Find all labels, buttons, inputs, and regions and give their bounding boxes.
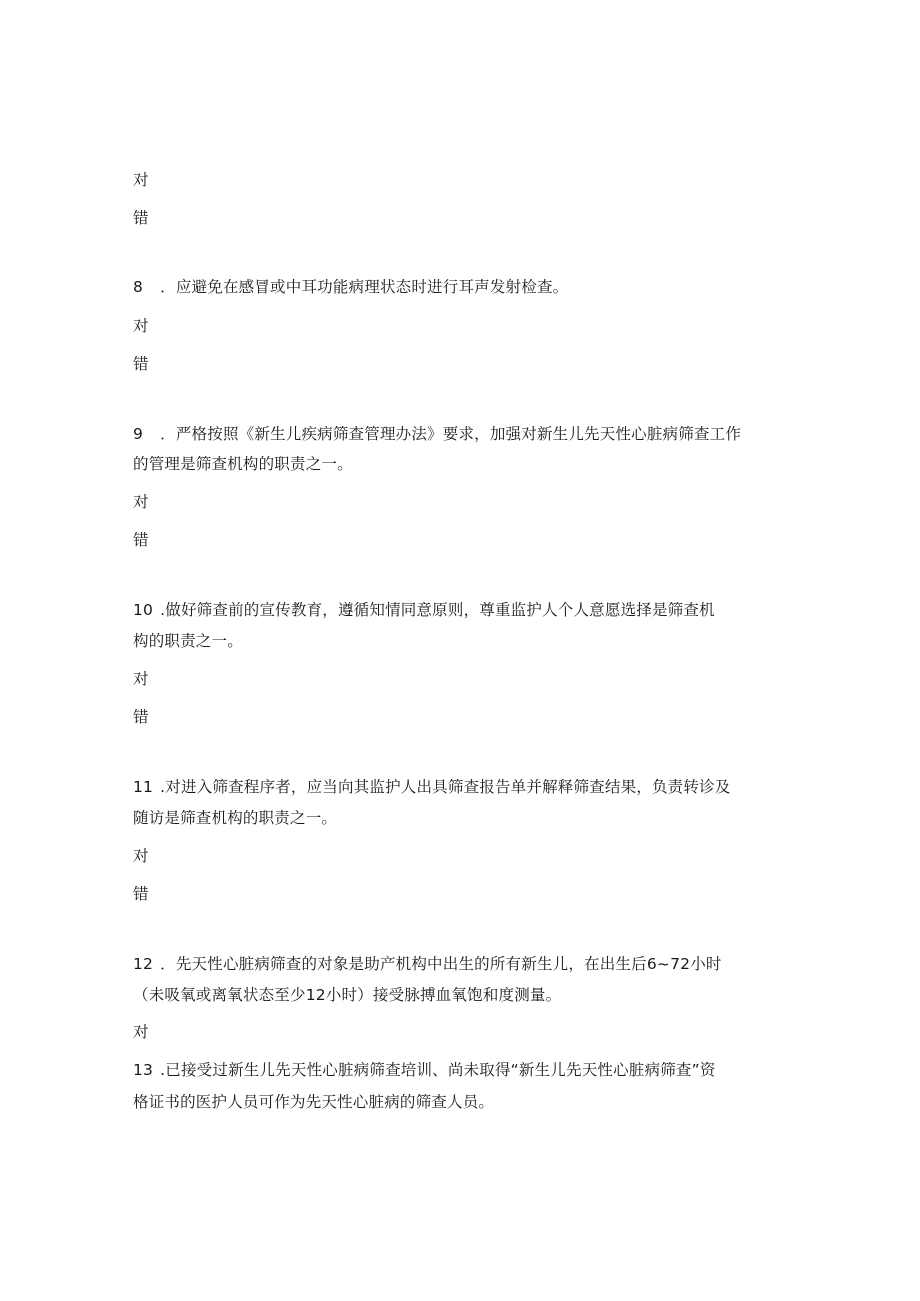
question-number: 9 <box>133 425 144 443</box>
option-true[interactable]: 对 <box>133 317 149 335</box>
question-8 <box>133 277 568 297</box>
option-true[interactable]: 对 <box>133 1023 149 1041</box>
question-13 <box>133 1060 716 1080</box>
option-false[interactable]: 错 <box>133 355 149 373</box>
option-false[interactable]: 错 <box>133 885 149 903</box>
question-12 <box>133 954 722 974</box>
question-text-continued: 构的职责之一。 <box>133 632 243 650</box>
question-text: ．严格按照《新生儿疾病筛查管理办法》要求，加强对新生儿先天性心脏病筛查工作 <box>160 425 742 443</box>
question-9 <box>133 424 741 444</box>
question-text: .做好筛查前的宣传教育，遵循知情同意原则，尊重监护人个人意愿选择是筛查机 <box>160 601 715 619</box>
option-false[interactable]: 错 <box>133 708 149 726</box>
question-number: 13 <box>133 1061 154 1079</box>
question-text-continued: （未吸氧或离氧状态至少12小时）接受脉搏血氧饱和度测量。 <box>133 986 562 1004</box>
question-number: 12 <box>133 955 154 973</box>
question-text: .对进入筛查程序者，应当向其监护人出具筛查报告单并解释筛查结果，负责转诊及 <box>160 778 731 796</box>
question-text-continued: 随访是筛查机构的职责之一。 <box>133 809 338 827</box>
question-11 <box>133 777 730 797</box>
question-text-continued: 格证书的医护人员可作为先天性心脏病的筛查人员。 <box>133 1093 495 1111</box>
option-false[interactable]: 错 <box>133 209 149 227</box>
question-number: 8 <box>133 278 144 296</box>
question-number: 10 <box>133 601 154 619</box>
question-10 <box>133 600 715 620</box>
option-false[interactable]: 错 <box>133 531 149 549</box>
option-true[interactable]: 对 <box>133 493 149 511</box>
option-true[interactable]: 对 <box>133 171 149 189</box>
question-text: .已接受过新生儿先天性心脏病筛查培训、尚未取得“新生儿先天性心脏病筛查”资 <box>160 1061 716 1079</box>
option-true[interactable]: 对 <box>133 670 149 688</box>
question-number: 11 <box>133 778 154 796</box>
question-text-continued: 的管理是筛查机构的职责之一。 <box>133 455 353 473</box>
option-true[interactable]: 对 <box>133 847 149 865</box>
question-text: ．应避免在感冒或中耳功能病理状态时进行耳声发射检查。 <box>160 278 569 296</box>
question-text: ．先天性心脏病筛查的对象是助产机构中出生的所有新生儿，在出生后6~72小时 <box>160 955 722 973</box>
